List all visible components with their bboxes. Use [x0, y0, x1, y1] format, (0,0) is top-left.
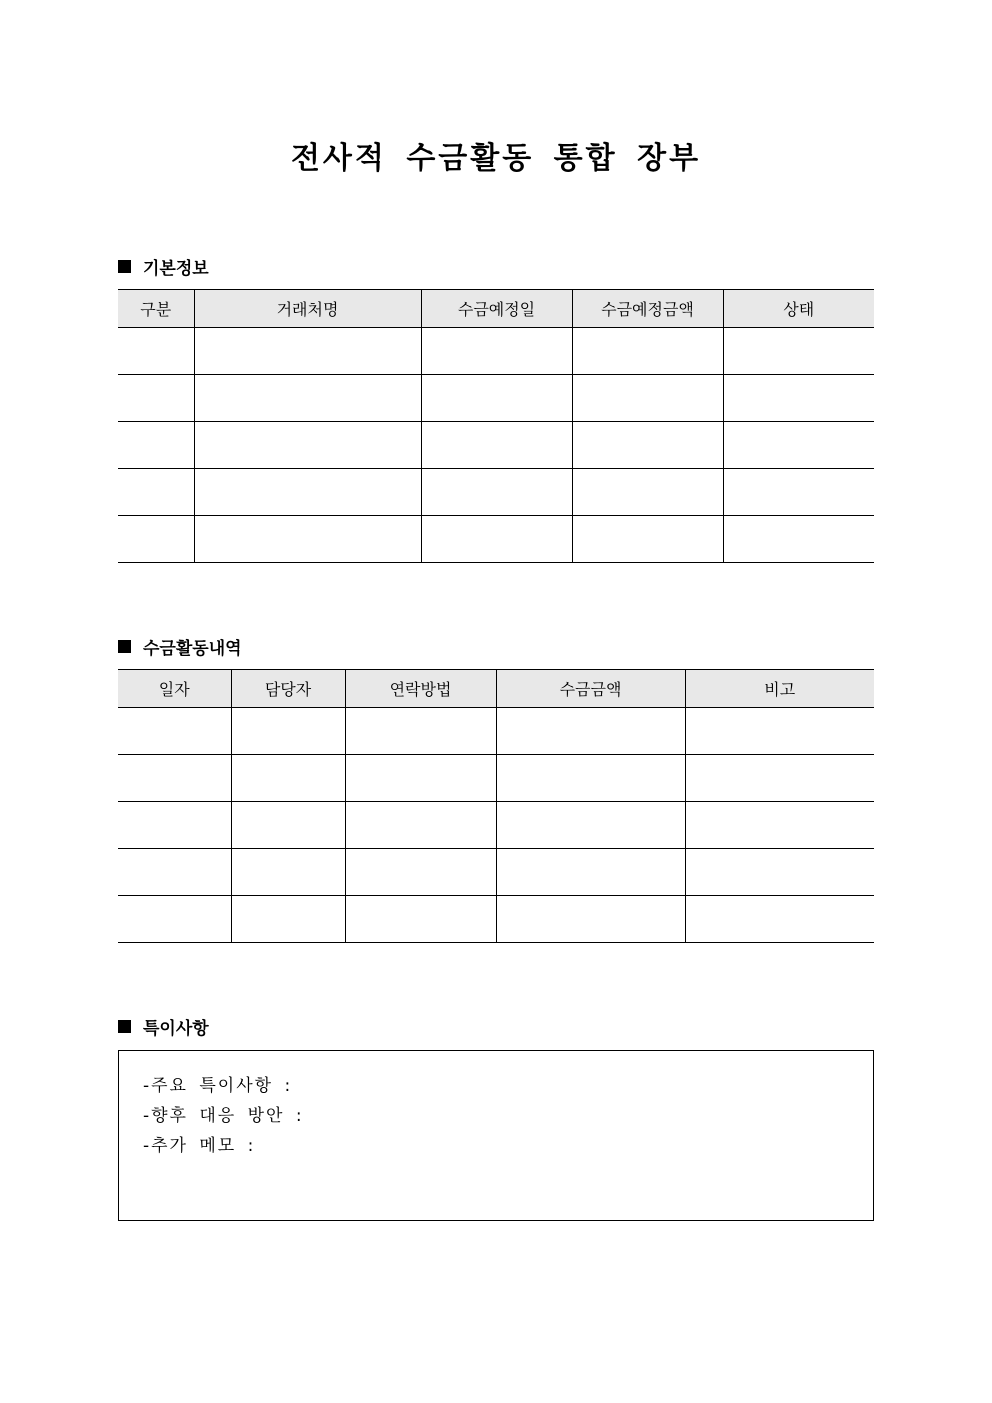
table-cell[interactable] [421, 375, 572, 422]
table-cell[interactable] [723, 328, 874, 375]
table-cell[interactable] [231, 849, 345, 896]
section-heading-remarks [118, 1014, 209, 1039]
table-row [118, 516, 874, 563]
table-cell[interactable] [118, 849, 231, 896]
document-title: 전사적 수금활동 통합 장부 [290, 141, 702, 176]
table-cell[interactable] [572, 516, 723, 563]
table-cell[interactable] [723, 516, 874, 563]
table-cell[interactable] [421, 516, 572, 563]
table-cell[interactable] [231, 802, 345, 849]
column-header-client-name: 거래처명 [194, 290, 421, 328]
table-cell[interactable] [685, 802, 874, 849]
table-cell[interactable] [496, 849, 685, 896]
table-cell[interactable] [118, 516, 194, 563]
table-cell[interactable] [496, 755, 685, 802]
table-row [118, 328, 874, 375]
remarks-box[interactable] [118, 1050, 874, 1221]
table-cell[interactable] [231, 708, 345, 755]
table-cell[interactable] [194, 469, 421, 516]
activity-table [118, 669, 874, 943]
table-cell[interactable] [572, 422, 723, 469]
table-row [118, 849, 874, 896]
square-bullet-icon [118, 1020, 131, 1033]
table-row [118, 708, 874, 755]
column-header-due-date: 수금예정일 [421, 290, 572, 328]
remarks-line-key-issues: -주요 특이사항 : [143, 1076, 293, 1096]
basic-info-table [118, 289, 874, 563]
table-cell[interactable] [118, 469, 194, 516]
table-cell[interactable] [572, 469, 723, 516]
remarks-line-additional-memo: -추가 메모 : [143, 1136, 256, 1156]
table-cell[interactable] [685, 708, 874, 755]
table-cell[interactable] [118, 422, 194, 469]
remarks-line-response-plan: -향후 대응 방안 : [143, 1106, 304, 1126]
table-cell[interactable] [345, 708, 496, 755]
table-row [118, 755, 874, 802]
section-heading-activity [118, 634, 242, 659]
table-cell[interactable] [723, 469, 874, 516]
table-cell[interactable] [723, 422, 874, 469]
column-header-due-amount: 수금예정금액 [572, 290, 723, 328]
table-cell[interactable] [685, 849, 874, 896]
table-cell[interactable] [118, 755, 231, 802]
table-cell[interactable] [118, 802, 231, 849]
table-cell[interactable] [194, 375, 421, 422]
column-header-contact-method: 연락방법 [345, 670, 496, 708]
column-header-collected-amount: 수금금액 [496, 670, 685, 708]
table-cell[interactable] [723, 375, 874, 422]
table-row [118, 802, 874, 849]
table-cell[interactable] [118, 896, 231, 943]
table-cell[interactable] [194, 516, 421, 563]
table-row [118, 896, 874, 943]
square-bullet-icon [118, 640, 131, 653]
table-cell[interactable] [421, 422, 572, 469]
table-cell[interactable] [685, 755, 874, 802]
section-heading-basic-info [118, 254, 209, 279]
square-bullet-icon [118, 260, 131, 273]
section-heading-label: 기본정보 [143, 259, 209, 279]
table-cell[interactable] [572, 375, 723, 422]
table-cell[interactable] [345, 755, 496, 802]
table-cell[interactable] [345, 802, 496, 849]
column-header-remarks: 비고 [685, 670, 874, 708]
section-heading-label: 특이사항 [143, 1019, 209, 1039]
table-cell[interactable] [496, 896, 685, 943]
column-header-category: 구분 [118, 290, 194, 328]
table-cell[interactable] [118, 328, 194, 375]
table-row [118, 375, 874, 422]
table-cell[interactable] [118, 708, 231, 755]
column-header-date: 일자 [118, 670, 231, 708]
table-cell[interactable] [421, 469, 572, 516]
table-cell[interactable] [345, 849, 496, 896]
table-cell[interactable] [496, 802, 685, 849]
column-header-manager: 담당자 [231, 670, 345, 708]
table-row [118, 469, 874, 516]
table-cell[interactable] [231, 755, 345, 802]
table-row [118, 422, 874, 469]
table-cell[interactable] [572, 328, 723, 375]
table-cell[interactable] [421, 328, 572, 375]
table-cell[interactable] [118, 375, 194, 422]
table-cell[interactable] [231, 896, 345, 943]
table-cell[interactable] [685, 896, 874, 943]
table-cell[interactable] [496, 708, 685, 755]
column-header-status: 상태 [723, 290, 874, 328]
table-cell[interactable] [345, 896, 496, 943]
table-cell[interactable] [194, 422, 421, 469]
table-header-row [118, 290, 874, 328]
table-header-row [118, 670, 874, 708]
table-cell[interactable] [194, 328, 421, 375]
section-heading-label: 수금활동내역 [143, 639, 242, 659]
